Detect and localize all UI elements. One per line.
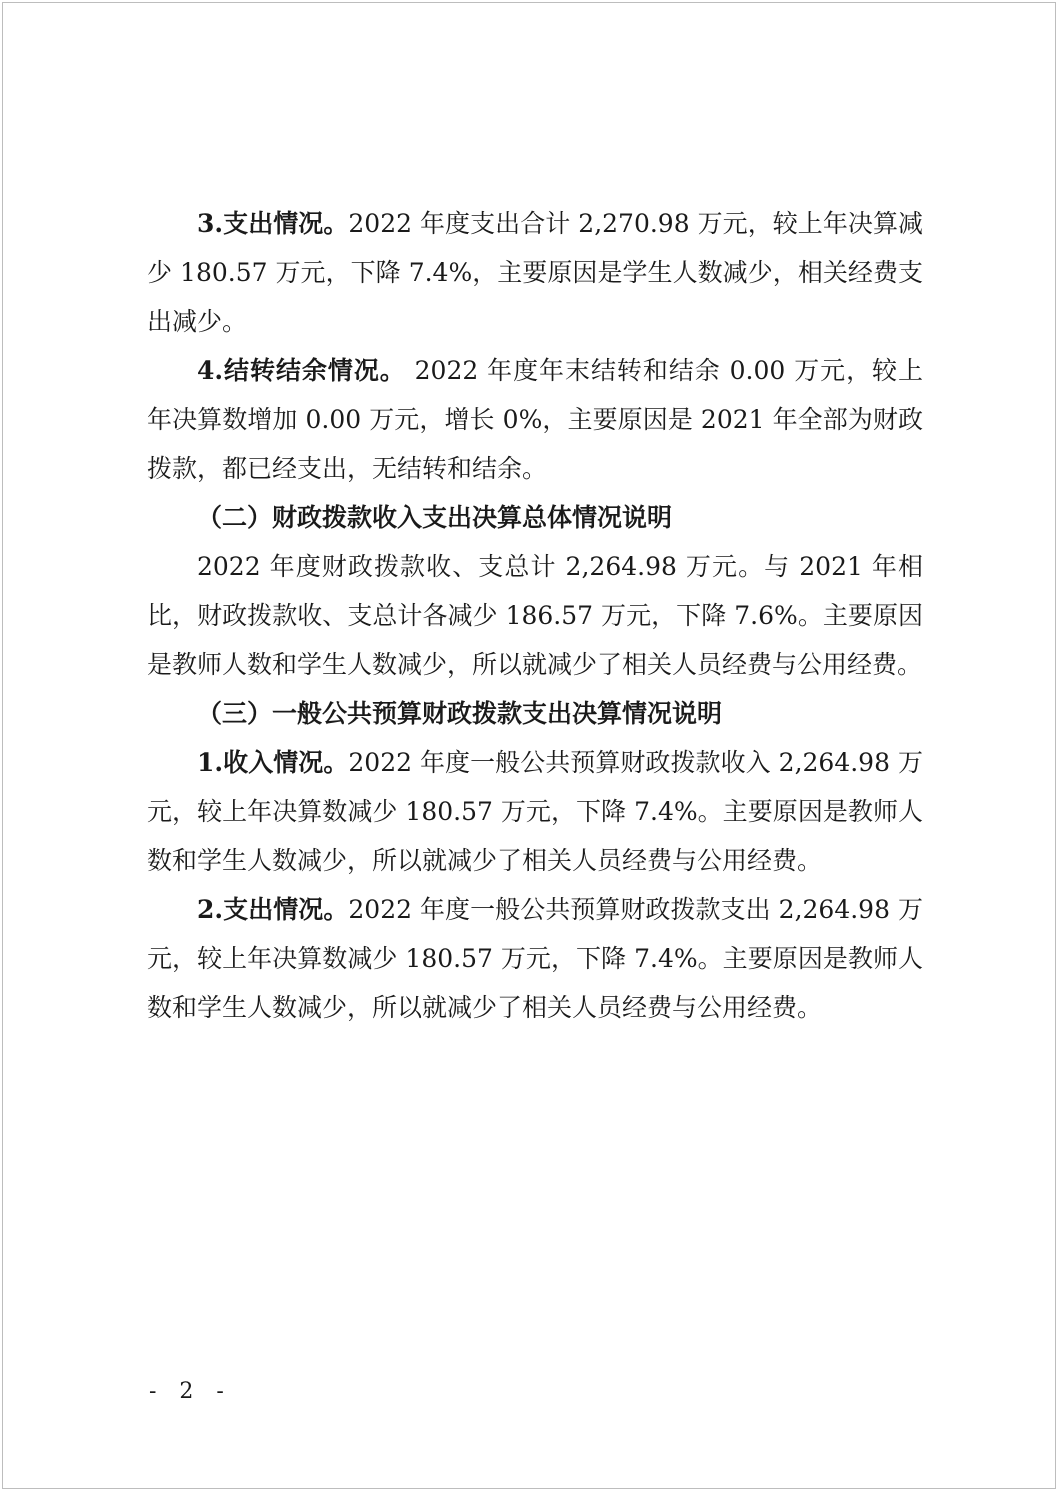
paragraph-spending <box>147 885 923 1032</box>
section-heading-general-budget: （三）一般公共预算财政拨款支出决算情况说明 <box>197 699 723 728</box>
paragraph-fiscal-overview <box>147 542 923 689</box>
paragraph-lead: 2.支出情况。 <box>197 895 349 924</box>
paragraph-lead: 4.结转结余情况。 <box>197 356 406 385</box>
paragraph-carryover <box>147 346 923 493</box>
document-page <box>2 2 1056 1489</box>
paragraph-text: 2022 年度年末结转和结余 0.00 万元，较上年决算数增加 0.00 万元，增长 0%，主要原因是 2021 年全部为财政拨款，都已经支出，无结转和结余。 <box>147 356 924 483</box>
paragraph-text: 2022 年度财政拨款收、支总计 2,264.98 万元。与 2021 年相比，财政拨款收、支总计各减少 186.57 万元，下降 7.6%。主要原因是教师人数和学生人数减少，所以就减少了相关人员经费与公用经费。 <box>147 552 923 679</box>
page-number: - 2 - <box>149 1379 232 1404</box>
document-body <box>147 199 923 1032</box>
paragraph-text: 2022 年度支出合计 2,270.98 万元，较上年决算减少 180.57 万元，下降 7.4%，主要原因是学生人数减少，相关经费支出减少。 <box>147 209 923 336</box>
paragraph-lead: 3.支出情况。 <box>197 209 349 238</box>
paragraph-expenditure <box>147 199 923 346</box>
paragraph-text: 2022 年度一般公共预算财政拨款收入 2,264.98 万元，较上年决算数减少 180.57 万元，下降 7.4%。主要原因是教师人数和学生人数减少，所以就减少了相关人员经费与公用经费。 <box>147 748 923 875</box>
paragraph-text: 2022 年度一般公共预算财政拨款支出 2,264.98 万元，较上年决算数减少 180.57 万元，下降 7.4%。主要原因是教师人数和学生人数减少，所以就减少了相关人员经费与公用经费。 <box>147 895 923 1022</box>
paragraph-lead: 1.收入情况。 <box>197 748 349 777</box>
paragraph-income <box>147 738 923 885</box>
section-heading-fiscal-overview: （二）财政拨款收入支出决算总体情况说明 <box>197 503 673 532</box>
